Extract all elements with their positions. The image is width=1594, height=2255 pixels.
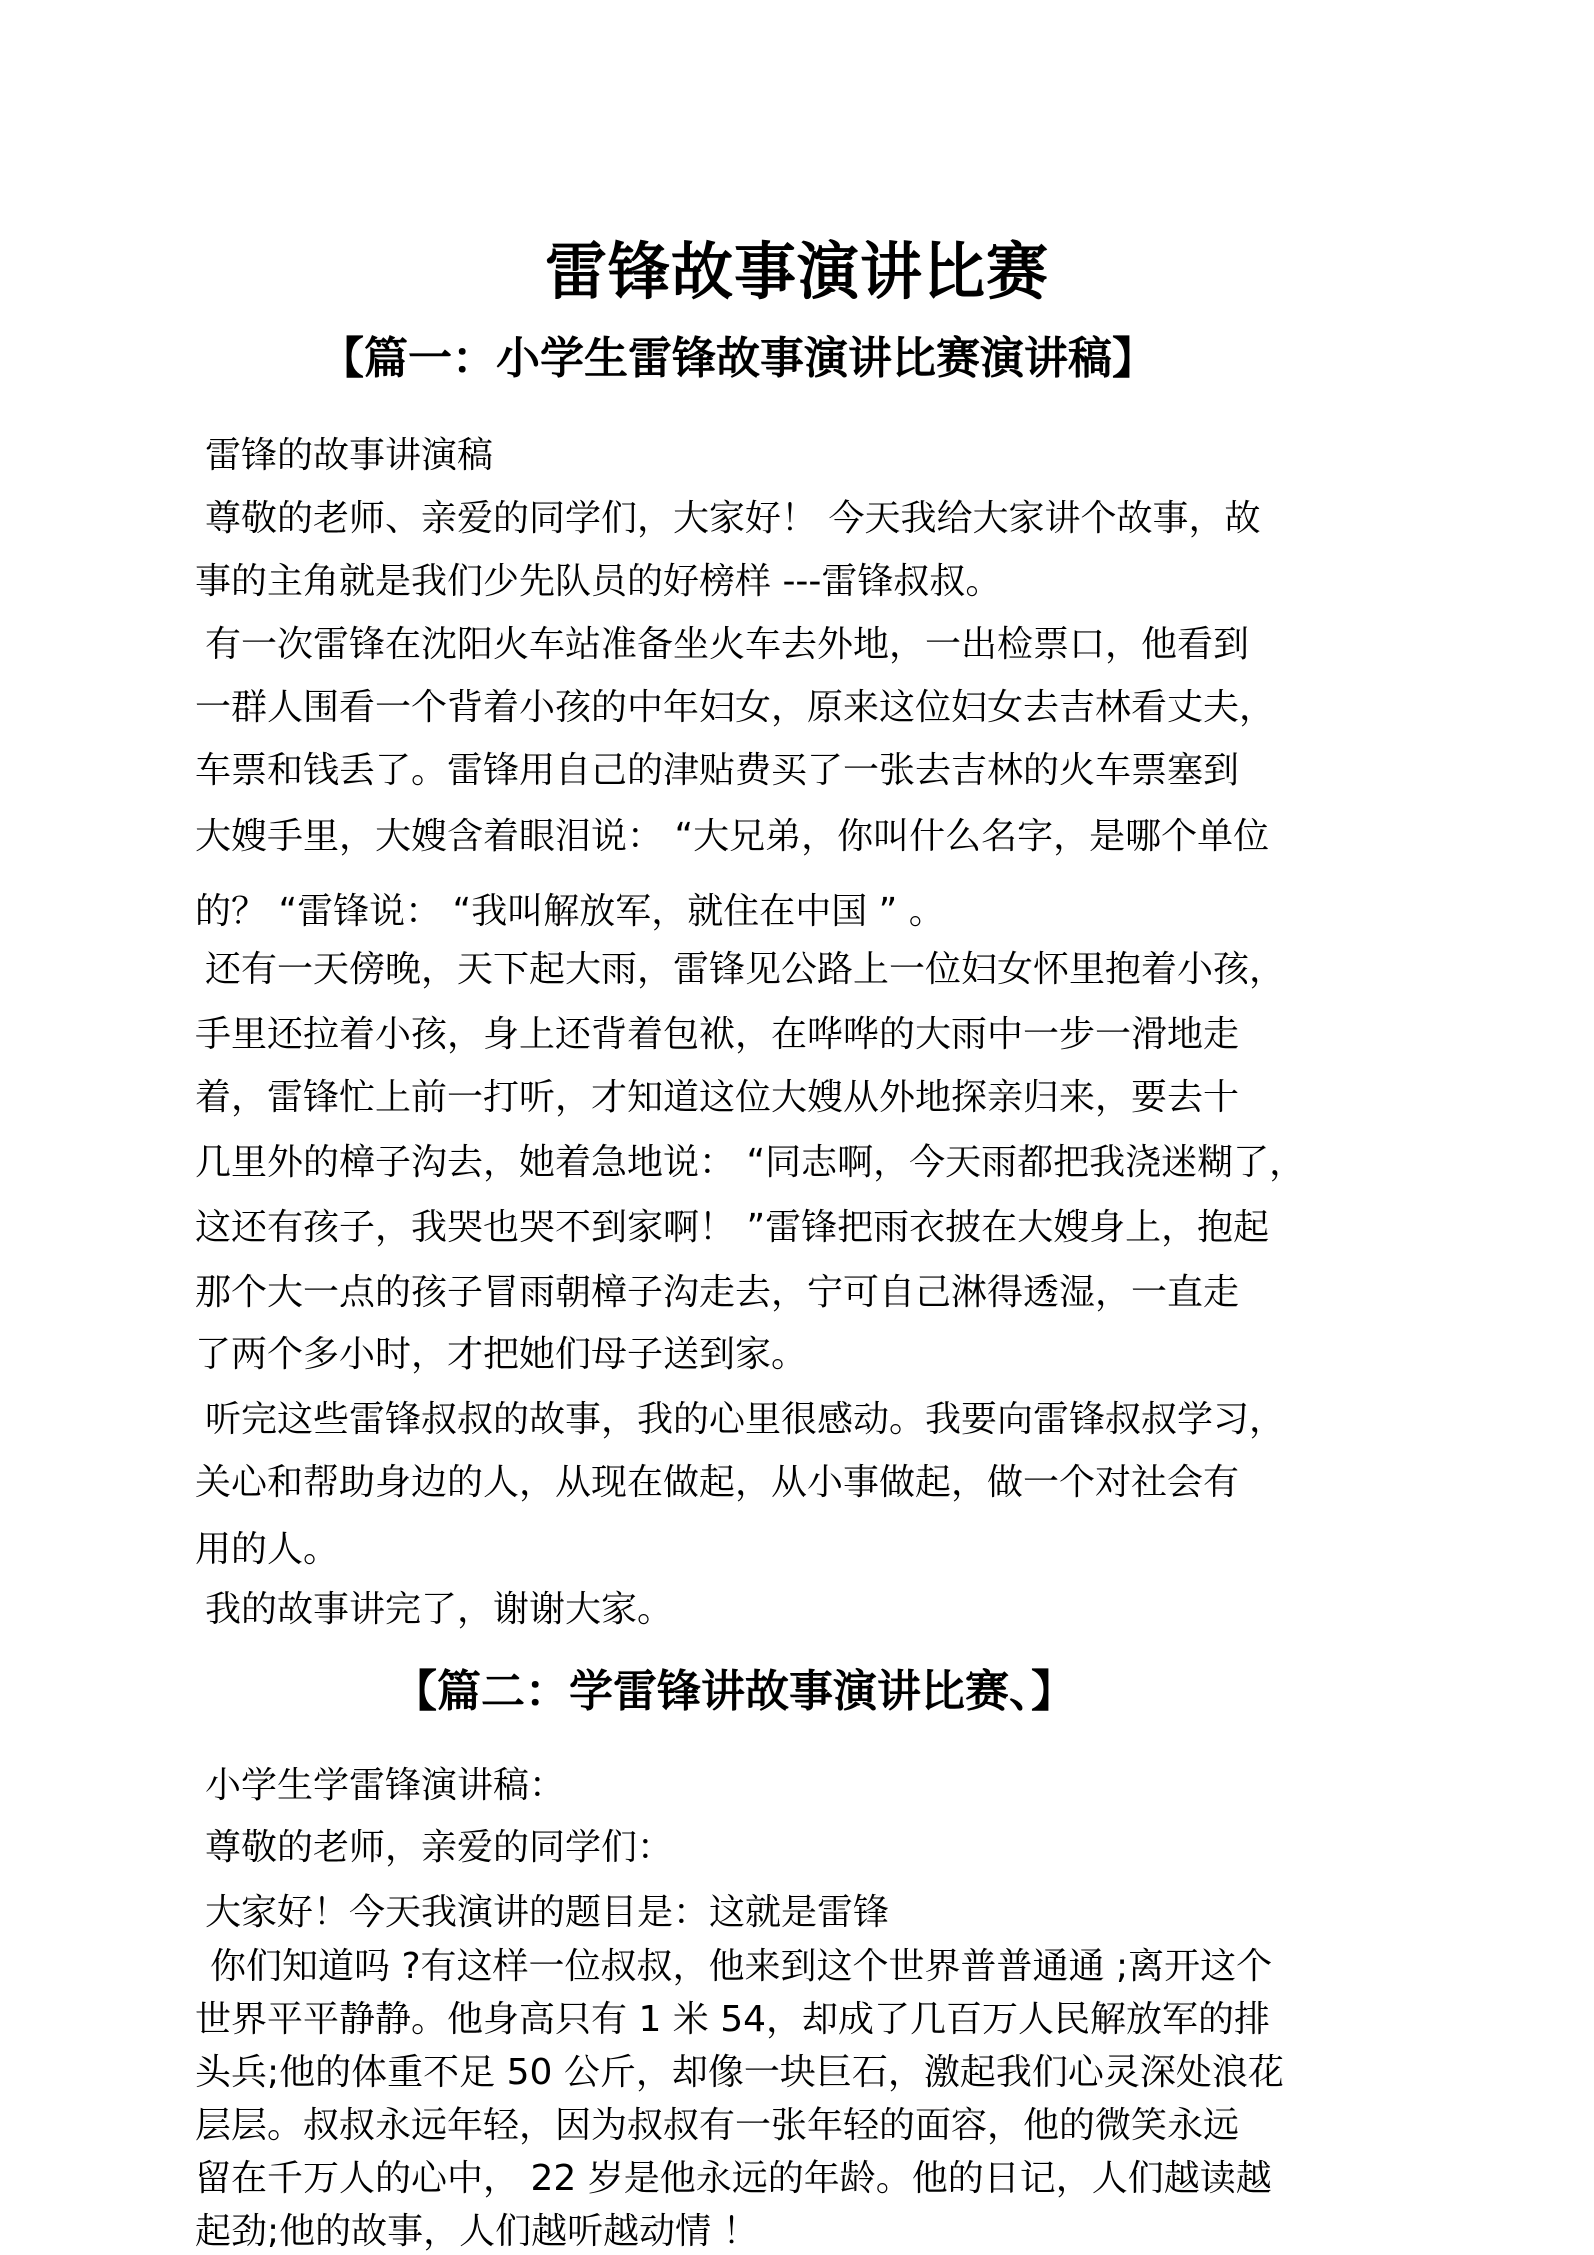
paragraph-line: 事的主角就是我们少先队员的好榜样 ---雷锋叔叔。 (195, 561, 1002, 602)
paragraph-line: 起劲;他的故事，人们越听越动情 ！ (195, 2211, 759, 2252)
paragraph-line: 这还有孩子，我哭也哭不到家啊！ ”雷锋把雨衣披在大嫂身上，抱起 (195, 1207, 1270, 1248)
paragraph-line: 着，雷锋忙上前一打听，才知道这位大嫂从外地探亲归来，要去十 (195, 1077, 1240, 1118)
paragraph-line: 我的故事讲完了，谢谢大家。 (205, 1589, 674, 1630)
section2-heading: 【篇二：学雷锋讲故事演讲比赛、】 (393, 1666, 1075, 1717)
paragraph-line: 用的人。 (195, 1529, 340, 1570)
paragraph-line: 雷锋的故事讲演稿 (205, 435, 494, 476)
paragraph-line: 层层。叔叔永远年轻，因为叔叔有一张年轻的面容，他的微笑永远 (195, 2105, 1240, 2146)
paragraph-line: 听完这些雷锋叔叔的故事，我的心里很感动。我要向雷锋叔叔学习， (205, 1399, 1286, 1440)
paragraph-line: 尊敬的老师，亲爱的同学们： (205, 1827, 674, 1868)
paragraph-line: 那个大一点的孩子冒雨朝樟子沟走去，宁可自己淋得透湿，一直走 (195, 1272, 1240, 1313)
section1-heading: 【篇一：小学生雷锋故事演讲比赛演讲稿】 (320, 333, 1156, 384)
paragraph-line: 大家好！今天我演讲的题目是：这就是雷锋 (205, 1892, 890, 1933)
paragraph-line: 尊敬的老师、亲爱的同学们，大家好！ 今天我给大家讲个故事，故 (205, 498, 1261, 539)
paragraph-line: 关心和帮助身边的人，从现在做起，从小事做起，做一个对社会有 (195, 1462, 1240, 1503)
paragraph-line: 你们知道吗 ?有这样一位叔叔，他来到这个世界普普通通 ;离开这个 (210, 1946, 1273, 1987)
paragraph-line: 大嫂手里，大嫂含着眼泪说： “大兄弟，你叫什么名字，是哪个单位 (195, 816, 1270, 857)
document-title: 雷锋故事演讲比赛 (544, 235, 1049, 308)
paragraph-line: 留在千万人的心中， 22 岁是他永远的年龄。他的日记，人们越读越 (195, 2158, 1272, 2199)
paragraph-line: 小学生学雷锋演讲稿： (205, 1765, 566, 1806)
paragraph-line: 了两个多小时，才把她们母子送到家。 (195, 1334, 808, 1375)
paragraph-line: 几里外的樟子沟去，她着急地说： “同志啊，今天雨都把我浇迷糊了， (195, 1142, 1306, 1183)
paragraph-line: 的？ “雷锋说： “我叫解放军，就住在中国 ” 。 (195, 891, 945, 932)
paragraph-line: 有一次雷锋在沈阳火车站准备坐火车去外地，一出检票口，他看到 (205, 624, 1250, 665)
paragraph-line: 手里还拉着小孩，身上还背着包袱，在哗哗的大雨中一步一滑地走 (195, 1014, 1240, 1055)
paragraph-line: 还有一天傍晚，天下起大雨，雷锋见公路上一位妇女怀里抱着小孩， (205, 949, 1286, 990)
paragraph-line: 车票和钱丢了。雷锋用自己的津贴费买了一张去吉林的火车票塞到 (195, 750, 1240, 791)
paragraph-line: 头兵;他的体重不足 50 公斤，却像一块巨石，激起我们心灵深处浪花 (195, 2052, 1284, 2093)
paragraph-line: 一群人围看一个背着小孩的中年妇女，原来这位妇女去吉林看丈夫， (195, 687, 1276, 728)
paragraph-line: 世界平平静静。他身高只有 1 米 54，却成了几百万人民解放军的排 (195, 1999, 1271, 2040)
